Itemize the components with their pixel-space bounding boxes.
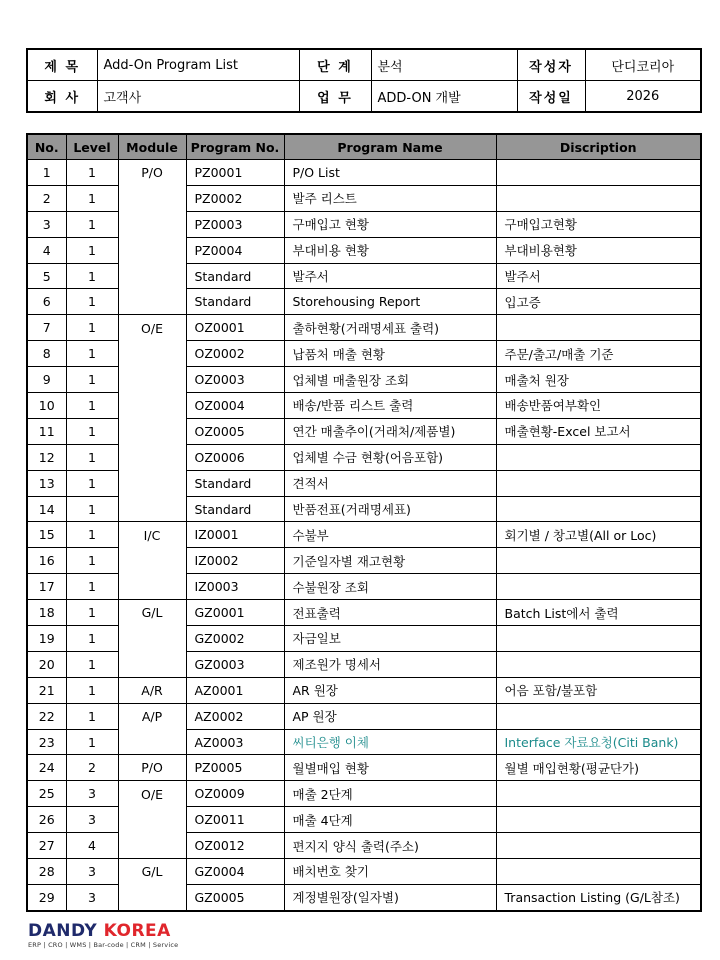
- date-label: 작성일: [517, 81, 585, 113]
- row-no: 26: [27, 807, 66, 833]
- row-level: 1: [66, 470, 118, 496]
- author-value: 단디코리아: [585, 49, 701, 81]
- row-description: [496, 470, 701, 496]
- logo-tagline: ERP | CRO | WMS | Bar-code | CRM | Service: [28, 941, 179, 949]
- table-row: [27, 755, 701, 781]
- table-row: [27, 160, 701, 186]
- row-description: [496, 807, 701, 833]
- row-program-name: Storehousing Report: [284, 289, 496, 315]
- logo-brand-korea: KOREA: [103, 921, 171, 941]
- row-level: 2: [66, 755, 118, 781]
- row-program-name: 연간 매출추이(거래처/제품별): [284, 418, 496, 444]
- row-module: [118, 470, 186, 496]
- row-program-name: 발주 리스트: [284, 185, 496, 211]
- row-program-no: OZ0011: [186, 807, 284, 833]
- row-module: [118, 237, 186, 263]
- row-program-no: AZ0002: [186, 703, 284, 729]
- table-row: [27, 496, 701, 522]
- row-program-no: PZ0001: [186, 160, 284, 186]
- row-program-no: OZ0001: [186, 315, 284, 341]
- row-description: Batch List에서 출력: [496, 600, 701, 626]
- row-module: P/O: [118, 755, 186, 781]
- task-label: 업 무: [299, 81, 371, 113]
- row-level: 1: [66, 211, 118, 237]
- row-level: 1: [66, 289, 118, 315]
- table-row: [27, 418, 701, 444]
- row-program-name: AR 원장: [284, 677, 496, 703]
- title-label: 제 목: [27, 49, 97, 81]
- row-description: Interface 자료요청(Citi Bank): [496, 729, 701, 755]
- row-module: [118, 444, 186, 470]
- row-module: P/O: [118, 160, 186, 186]
- row-program-no: OZ0002: [186, 341, 284, 367]
- row-no: 11: [27, 418, 66, 444]
- logo-brand: [28, 922, 178, 940]
- row-description: 회기별 / 창고별(All or Loc): [496, 522, 701, 548]
- row-no: 14: [27, 496, 66, 522]
- table-row: [27, 807, 701, 833]
- table-row: [27, 393, 701, 419]
- row-program-no: GZ0001: [186, 600, 284, 626]
- row-description: [496, 574, 701, 600]
- column-header-row: [27, 134, 701, 160]
- row-description: [496, 496, 701, 522]
- row-level: 1: [66, 185, 118, 211]
- stage-value: 분석: [371, 49, 517, 81]
- row-no: 5: [27, 263, 66, 289]
- row-program-name: 전표출력: [284, 600, 496, 626]
- row-program-name: 업체별 매출원장 조회: [284, 367, 496, 393]
- row-level: 1: [66, 626, 118, 652]
- row-level: 1: [66, 367, 118, 393]
- col-module: Module: [118, 134, 186, 160]
- row-module: [118, 548, 186, 574]
- row-program-name: 견적서: [284, 470, 496, 496]
- row-program-name: 매출 2단계: [284, 781, 496, 807]
- row-module: [118, 833, 186, 859]
- row-no: 15: [27, 522, 66, 548]
- row-program-no: PZ0005: [186, 755, 284, 781]
- table-row: [27, 781, 701, 807]
- table-row: [27, 211, 701, 237]
- row-module: G/L: [118, 859, 186, 885]
- table-row: [27, 289, 701, 315]
- row-program-no: GZ0004: [186, 859, 284, 885]
- row-program-no: Standard: [186, 496, 284, 522]
- row-level: 1: [66, 160, 118, 186]
- row-no: 2: [27, 185, 66, 211]
- row-level: 3: [66, 884, 118, 910]
- table-row: [27, 341, 701, 367]
- table-row: [27, 626, 701, 652]
- title-value: Add-On Program List: [97, 49, 299, 81]
- row-module: [118, 729, 186, 755]
- row-program-no: IZ0002: [186, 548, 284, 574]
- row-description: 입고증: [496, 289, 701, 315]
- row-no: 21: [27, 677, 66, 703]
- row-module: [118, 807, 186, 833]
- row-no: 22: [27, 703, 66, 729]
- row-program-name: 배치번호 찾기: [284, 859, 496, 885]
- program-list-body: [27, 160, 701, 911]
- row-no: 29: [27, 884, 66, 910]
- row-description: [496, 160, 701, 186]
- row-module: [118, 341, 186, 367]
- row-program-no: OZ0004: [186, 393, 284, 419]
- table-row: [27, 859, 701, 885]
- row-program-name: 기준일자별 재고현황: [284, 548, 496, 574]
- date-value: 2026: [585, 81, 701, 113]
- row-description: 구매입고현황: [496, 211, 701, 237]
- row-module: [118, 496, 186, 522]
- table-row: [27, 470, 701, 496]
- row-program-name: 씨티은행 이체: [284, 729, 496, 755]
- row-module: [118, 367, 186, 393]
- row-level: 1: [66, 651, 118, 677]
- company-logo: [28, 922, 178, 949]
- table-row: [27, 729, 701, 755]
- author-label: 작성자: [517, 49, 585, 81]
- row-program-name: 수불원장 조회: [284, 574, 496, 600]
- row-module: [118, 185, 186, 211]
- document-header-table: [26, 48, 702, 113]
- row-no: 6: [27, 289, 66, 315]
- row-level: 1: [66, 522, 118, 548]
- row-description: 배송반품여부확인: [496, 393, 701, 419]
- row-level: 1: [66, 574, 118, 600]
- row-no: 18: [27, 600, 66, 626]
- row-module: [118, 884, 186, 910]
- stage-label: 단 계: [299, 49, 371, 81]
- row-program-no: Standard: [186, 289, 284, 315]
- row-level: 1: [66, 263, 118, 289]
- row-level: 1: [66, 729, 118, 755]
- row-level: 1: [66, 444, 118, 470]
- row-module: O/E: [118, 781, 186, 807]
- row-program-no: IZ0003: [186, 574, 284, 600]
- row-level: 1: [66, 315, 118, 341]
- row-description: [496, 185, 701, 211]
- task-value: ADD-ON 개발: [371, 81, 517, 113]
- row-no: 7: [27, 315, 66, 341]
- row-no: 17: [27, 574, 66, 600]
- row-level: 1: [66, 703, 118, 729]
- row-description: [496, 833, 701, 859]
- row-module: [118, 263, 186, 289]
- row-module: [118, 393, 186, 419]
- table-row: [27, 677, 701, 703]
- table-row: [27, 703, 701, 729]
- header-row-1: [27, 49, 701, 81]
- row-program-name: 업체별 수금 현황(어음포함): [284, 444, 496, 470]
- row-program-no: OZ0006: [186, 444, 284, 470]
- row-description: 월별 매입현황(평균단가): [496, 755, 701, 781]
- row-module: [118, 418, 186, 444]
- row-description: 발주서: [496, 263, 701, 289]
- row-program-no: GZ0002: [186, 626, 284, 652]
- logo-brand-dandy: DANDY: [28, 921, 98, 941]
- row-no: 4: [27, 237, 66, 263]
- company-value: 고객사: [97, 81, 299, 113]
- row-no: 12: [27, 444, 66, 470]
- table-row: [27, 884, 701, 910]
- row-description: [496, 548, 701, 574]
- row-description: [496, 651, 701, 677]
- row-program-no: GZ0005: [186, 884, 284, 910]
- row-program-name: 편지지 양식 출력(주소): [284, 833, 496, 859]
- table-row: [27, 315, 701, 341]
- table-row: [27, 444, 701, 470]
- row-description: 부대비용현황: [496, 237, 701, 263]
- row-program-name: 수불부: [284, 522, 496, 548]
- row-program-no: OZ0012: [186, 833, 284, 859]
- row-description: [496, 444, 701, 470]
- row-no: 16: [27, 548, 66, 574]
- row-description: 주문/출고/매출 기준: [496, 341, 701, 367]
- row-level: 1: [66, 418, 118, 444]
- table-row: [27, 600, 701, 626]
- row-level: 1: [66, 548, 118, 574]
- col-program-name: Program Name: [284, 134, 496, 160]
- row-module: [118, 289, 186, 315]
- row-level: 3: [66, 781, 118, 807]
- row-no: 8: [27, 341, 66, 367]
- row-program-no: PZ0002: [186, 185, 284, 211]
- row-level: 1: [66, 677, 118, 703]
- row-program-name: 발주서: [284, 263, 496, 289]
- table-row: [27, 522, 701, 548]
- row-no: 23: [27, 729, 66, 755]
- row-no: 28: [27, 859, 66, 885]
- row-no: 25: [27, 781, 66, 807]
- row-no: 1: [27, 160, 66, 186]
- row-program-no: PZ0004: [186, 237, 284, 263]
- row-level: 3: [66, 807, 118, 833]
- row-program-no: AZ0003: [186, 729, 284, 755]
- row-level: 1: [66, 496, 118, 522]
- row-module: O/E: [118, 315, 186, 341]
- row-program-name: 출하현황(거래명세표 출력): [284, 315, 496, 341]
- row-description: [496, 859, 701, 885]
- row-module: A/P: [118, 703, 186, 729]
- row-program-name: AP 원장: [284, 703, 496, 729]
- row-program-name: 반품전표(거래명세표): [284, 496, 496, 522]
- row-description: 어음 포함/불포함: [496, 677, 701, 703]
- table-row: [27, 237, 701, 263]
- col-no: No.: [27, 134, 66, 160]
- row-program-no: OZ0005: [186, 418, 284, 444]
- row-program-name: 매출 4단계: [284, 807, 496, 833]
- program-list-table: [26, 133, 702, 912]
- row-program-name: 배송/반품 리스트 출력: [284, 393, 496, 419]
- row-program-name: 납품처 매출 현황: [284, 341, 496, 367]
- row-description: [496, 315, 701, 341]
- row-description: Transaction Listing (G/L참조): [496, 884, 701, 910]
- table-row: [27, 367, 701, 393]
- row-module: [118, 574, 186, 600]
- row-description: 매출처 원장: [496, 367, 701, 393]
- row-no: 20: [27, 651, 66, 677]
- row-program-name: P/O List: [284, 160, 496, 186]
- row-level: 1: [66, 341, 118, 367]
- row-program-name: 제조원가 명세서: [284, 651, 496, 677]
- row-description: 매출현황-Excel 보고서: [496, 418, 701, 444]
- row-program-no: AZ0001: [186, 677, 284, 703]
- row-module: [118, 626, 186, 652]
- row-program-name: 부대비용 현황: [284, 237, 496, 263]
- row-no: 27: [27, 833, 66, 859]
- row-description: [496, 781, 701, 807]
- table-row: [27, 548, 701, 574]
- col-description: Discription: [496, 134, 701, 160]
- row-module: [118, 211, 186, 237]
- row-program-name: 자금일보: [284, 626, 496, 652]
- row-program-name: 월별매입 현황: [284, 755, 496, 781]
- col-level: Level: [66, 134, 118, 160]
- row-program-no: OZ0009: [186, 781, 284, 807]
- row-level: 1: [66, 237, 118, 263]
- row-description: [496, 626, 701, 652]
- row-no: 3: [27, 211, 66, 237]
- row-level: 1: [66, 393, 118, 419]
- row-level: 1: [66, 600, 118, 626]
- row-description: [496, 703, 701, 729]
- table-row: [27, 185, 701, 211]
- row-module: [118, 651, 186, 677]
- row-program-name: 계정별원장(일자별): [284, 884, 496, 910]
- row-level: 3: [66, 859, 118, 885]
- row-program-no: OZ0003: [186, 367, 284, 393]
- row-program-no: Standard: [186, 470, 284, 496]
- table-row: [27, 651, 701, 677]
- col-program-no: Program No.: [186, 134, 284, 160]
- table-row: [27, 263, 701, 289]
- table-row: [27, 833, 701, 859]
- row-module: I/C: [118, 522, 186, 548]
- company-label: 회 사: [27, 81, 97, 113]
- row-program-no: GZ0003: [186, 651, 284, 677]
- row-program-name: 구매입고 현황: [284, 211, 496, 237]
- row-module: A/R: [118, 677, 186, 703]
- row-program-no: IZ0001: [186, 522, 284, 548]
- row-program-no: PZ0003: [186, 211, 284, 237]
- row-level: 4: [66, 833, 118, 859]
- row-no: 24: [27, 755, 66, 781]
- row-no: 19: [27, 626, 66, 652]
- row-program-no: Standard: [186, 263, 284, 289]
- row-module: G/L: [118, 600, 186, 626]
- row-no: 9: [27, 367, 66, 393]
- table-row: [27, 574, 701, 600]
- row-no: 13: [27, 470, 66, 496]
- row-no: 10: [27, 393, 66, 419]
- header-row-2: [27, 81, 701, 113]
